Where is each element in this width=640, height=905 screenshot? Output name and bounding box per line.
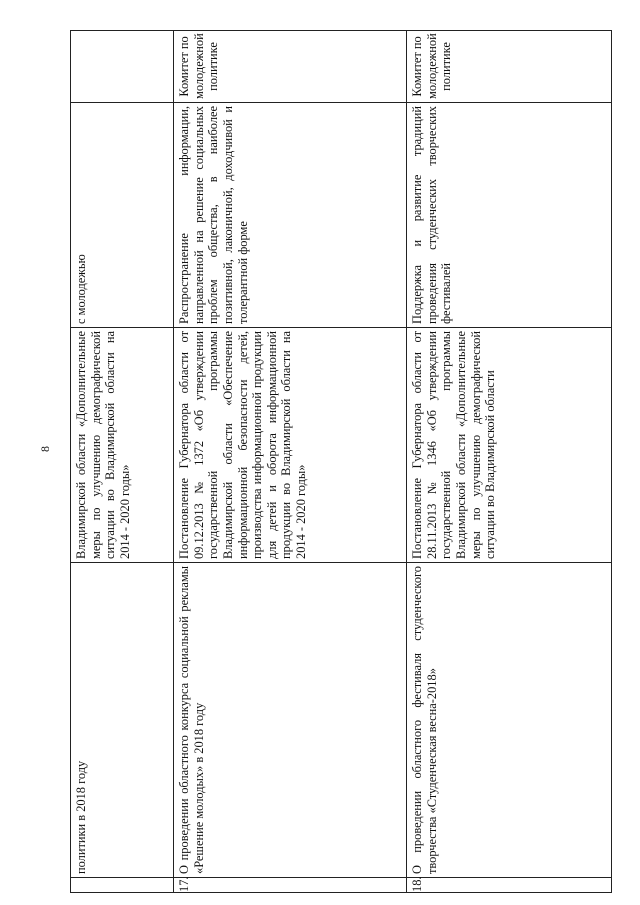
- responsible-body: Комитет по молодежной политике: [174, 31, 407, 103]
- legal-basis: Постановление Губернатора области от 09.12.2013 № 1372 «Об утверждении государственной программы Владимирской области «Обеспечение информационной безопасности детей, производства информационной продукции для детей и оборота информационной продукции во Владимирской области на 2014 - 2020 годы»: [174, 328, 407, 563]
- events-table: [70, 30, 612, 893]
- event-title: О проведении областного конкурса социальной рекламы «Решение молодых» в 2018 году: [177, 566, 206, 874]
- page-number: 8: [38, 446, 52, 452]
- table-row: [407, 31, 612, 893]
- row-number: 17.: [174, 878, 406, 893]
- legal-basis: Владимирской области «Дополнительные меры по улучшению демографической ситуации во Владимирской области на 2014 - 2020 годы»: [71, 328, 174, 563]
- responsible-body: [71, 31, 174, 103]
- table-row: [174, 31, 407, 893]
- event-title-cell: [174, 563, 407, 893]
- event-title: О проведении областного фестиваля студенческого творчества «Студенческая весна-2018»: [410, 566, 439, 874]
- row-number: 18.: [407, 878, 611, 893]
- event-purpose: с молодежью: [71, 103, 174, 328]
- row-number: [71, 878, 173, 893]
- event-title: политики в 2018 году: [74, 760, 88, 874]
- event-purpose: Распространение информации, направленной на решение социальных проблем общества, в наиболее позитивной, лаконичной, доходчивой и толерантной форме: [174, 103, 407, 328]
- event-title-cell: [71, 563, 174, 893]
- rotated-table-page: [70, 31, 612, 893]
- event-title-cell: [407, 563, 612, 893]
- responsible-body: Комитет по молодежной политике: [407, 31, 612, 103]
- legal-basis: Постановление Губернатора области от 28.11.2013 № 1346 «Об утверждении государственной программы Владимирской области «Дополнительные меры по улучшению демографической ситуации во Владимирской области: [407, 328, 612, 563]
- table-row: [71, 31, 174, 893]
- event-purpose: Поддержка и развитие традиций проведения студенческих творческих фестивалей: [407, 103, 612, 328]
